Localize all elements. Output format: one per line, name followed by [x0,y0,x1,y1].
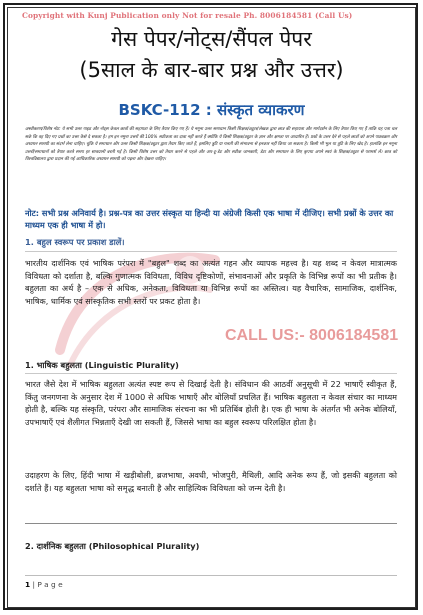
page-label: | P a g e [32,580,63,589]
subject-heading: BSKC-112 : संस्कृत व्याकरण [118,101,305,119]
subsection-heading-linguistic: 1. भाषिक बहुलता (Linguistic Plurality) [25,360,179,370]
footer-divider [25,575,397,576]
copyright-banner: Copyright with Kunj Publication only Not for resale Ph. 8006184581 (Call Us) [22,11,353,20]
heading-divider [25,251,397,252]
disclaimer-text: अस्वीकरण/विशेष नोट: ये सभी उत्तर गाइड और नोट्स केवल छात्रों की सहायता के लिए तैयार किए गए हैं। ये नमूना उत्तर समाधान किसी शिक्षक/ट्यूटर/लेखक द्वारा छात्र की सहायता और मार्गदर्शन के लिए तैयार किए गए हैं ताकि यह पता चल सके कि वह दिए गए प्रश्नों का उत्तर कैसे दे सकता है। हम इन नमूना उत्तरों की 100% सटीकता का दावा नहीं करते हैं क्योंकि ये किसी शिक्षक/ट्यूटर के ज्ञान और क्षमता पर आधारित हैं। प्रश्नों के उत्तर देने से पहले छात्रों को अपने पाठ्यक्रम और अध्ययन सामग्री का संदर्भ लेना चाहिए। चूंकि ये समाधान और उत्तर किसी शिक्षक/ट्यूटर द्वारा तैयार किए जाते हैं, इसलिए त्रुटि या गलती की संभावना से इनकार नहीं किया जा सकता है। किसी भी भूल या त्रुटि के लिए खेद है। हालांकि इन नमूना उत्तरों/समाधानों को तैयार करते समय हर सावधानी बरती गई है। किसी विशेष उत्तर को तैयार करने से पहले और अप-टू-डेट और सटीक जानकारी, डेटा और समाधान के लिए कृपया अपने स्वयं के शिक्षक/ट्यूटर से परामर्श लें। छात्र को विश्वविद्यालय द्वारा प्रदान की गई आधिकारिक अध्ययन सामग्री को पढ़ना और देखना चाहिए। [25,127,397,163]
page-title-line2: (5साल के बार-बार प्रश्न और उत्तर) [79,58,344,82]
exam-note: नोट: सभी प्रश्न अनिवार्य है। प्रश्न-पत्र का उत्तर संस्कृत या हिन्दी या अंग्रेजी किसी एक भाषा में दीजिए। सभी प्रश्नों के उत्तर का माध्यम एक ही भाषा में हो। [25,208,394,230]
linguistic-example-paragraph: उदाहरण के लिए, हिंदी भाषा में खड़ीबोली, ब्रजभाषा, अवधी, भोजपुरी, मैथिली, आदि अनेक रूप हैं, जो इसकी बहुलता को दर्शाते हैं। यह बहुलता भाषा को समृद्ध बनाती है और साहित्यिक विविधता को जन्म देती है। [25,470,397,493]
section-separator [25,523,397,524]
linguistic-paragraph: भारत जैसे देश में भाषिक बहुलता अत्यंत स्पष्ट रूप से दिखाई देती है। संविधान की आठवीं अनुसूची में 22 भाषाएँ स्वीकृत हैं, किंतु जनगणना के अनुसार देश में 1000 से अधिक भाषाएँ और बोलियाँ प्रचलित हैं। भाषिक बहुलता न केवल संचार का माध्यम होती है, बल्कि यह संस्कृति, परंपरा और सामाजिक संरचना का भी प्रतिबिंब होती है। एक ही भाषा के अंतर्गत भी अनेक बोलियाँ, उपभाषाएँ एवं शैलीगत भिन्नताएँ देखी जा सकती हैं, जिससे भाषा का बहुल स्वरूप परिलक्षित होता है। [25,379,397,428]
page-footer [25,580,63,589]
call-watermark: CALL US:- 8006184581 [225,327,399,344]
subsection-divider [25,373,397,374]
page-number: 1 [25,580,31,589]
subsection-heading-philosophical: 2. दार्शनिक बहुलता (Philosophical Plurality) [25,541,200,551]
page-title-line1: गेस पेपर/नोट्स/सैंपल पेपर [111,27,312,51]
question-heading: 1. बहुल स्वरूप पर प्रकाश डालें। [25,237,125,247]
answer-intro-paragraph: भारतीय दार्शनिक एवं भाषिक परंपरा में "बहुल" शब्द का अत्यंत गहन और व्यापक महत्त्व है। यह शब्द न केवल मात्रात्मक विविधता को दर्शाता है, बल्कि गुणात्मक विविधता, विविध दृष्टिकोणों, संभावनाओं और प्रकृति के विभिन्न रूपों का भी प्रतीक है। बहुलता का अर्थ है – एक से अधिक, अनेकता, विविधता या विभिन्न रूपों का अस्तित्व। यह वैचारिक, सामाजिक, दार्शनिक, भाषिक, धार्मिक एवं सांस्कृतिक सभी स्तरों पर प्रकट होता है। [25,258,397,306]
